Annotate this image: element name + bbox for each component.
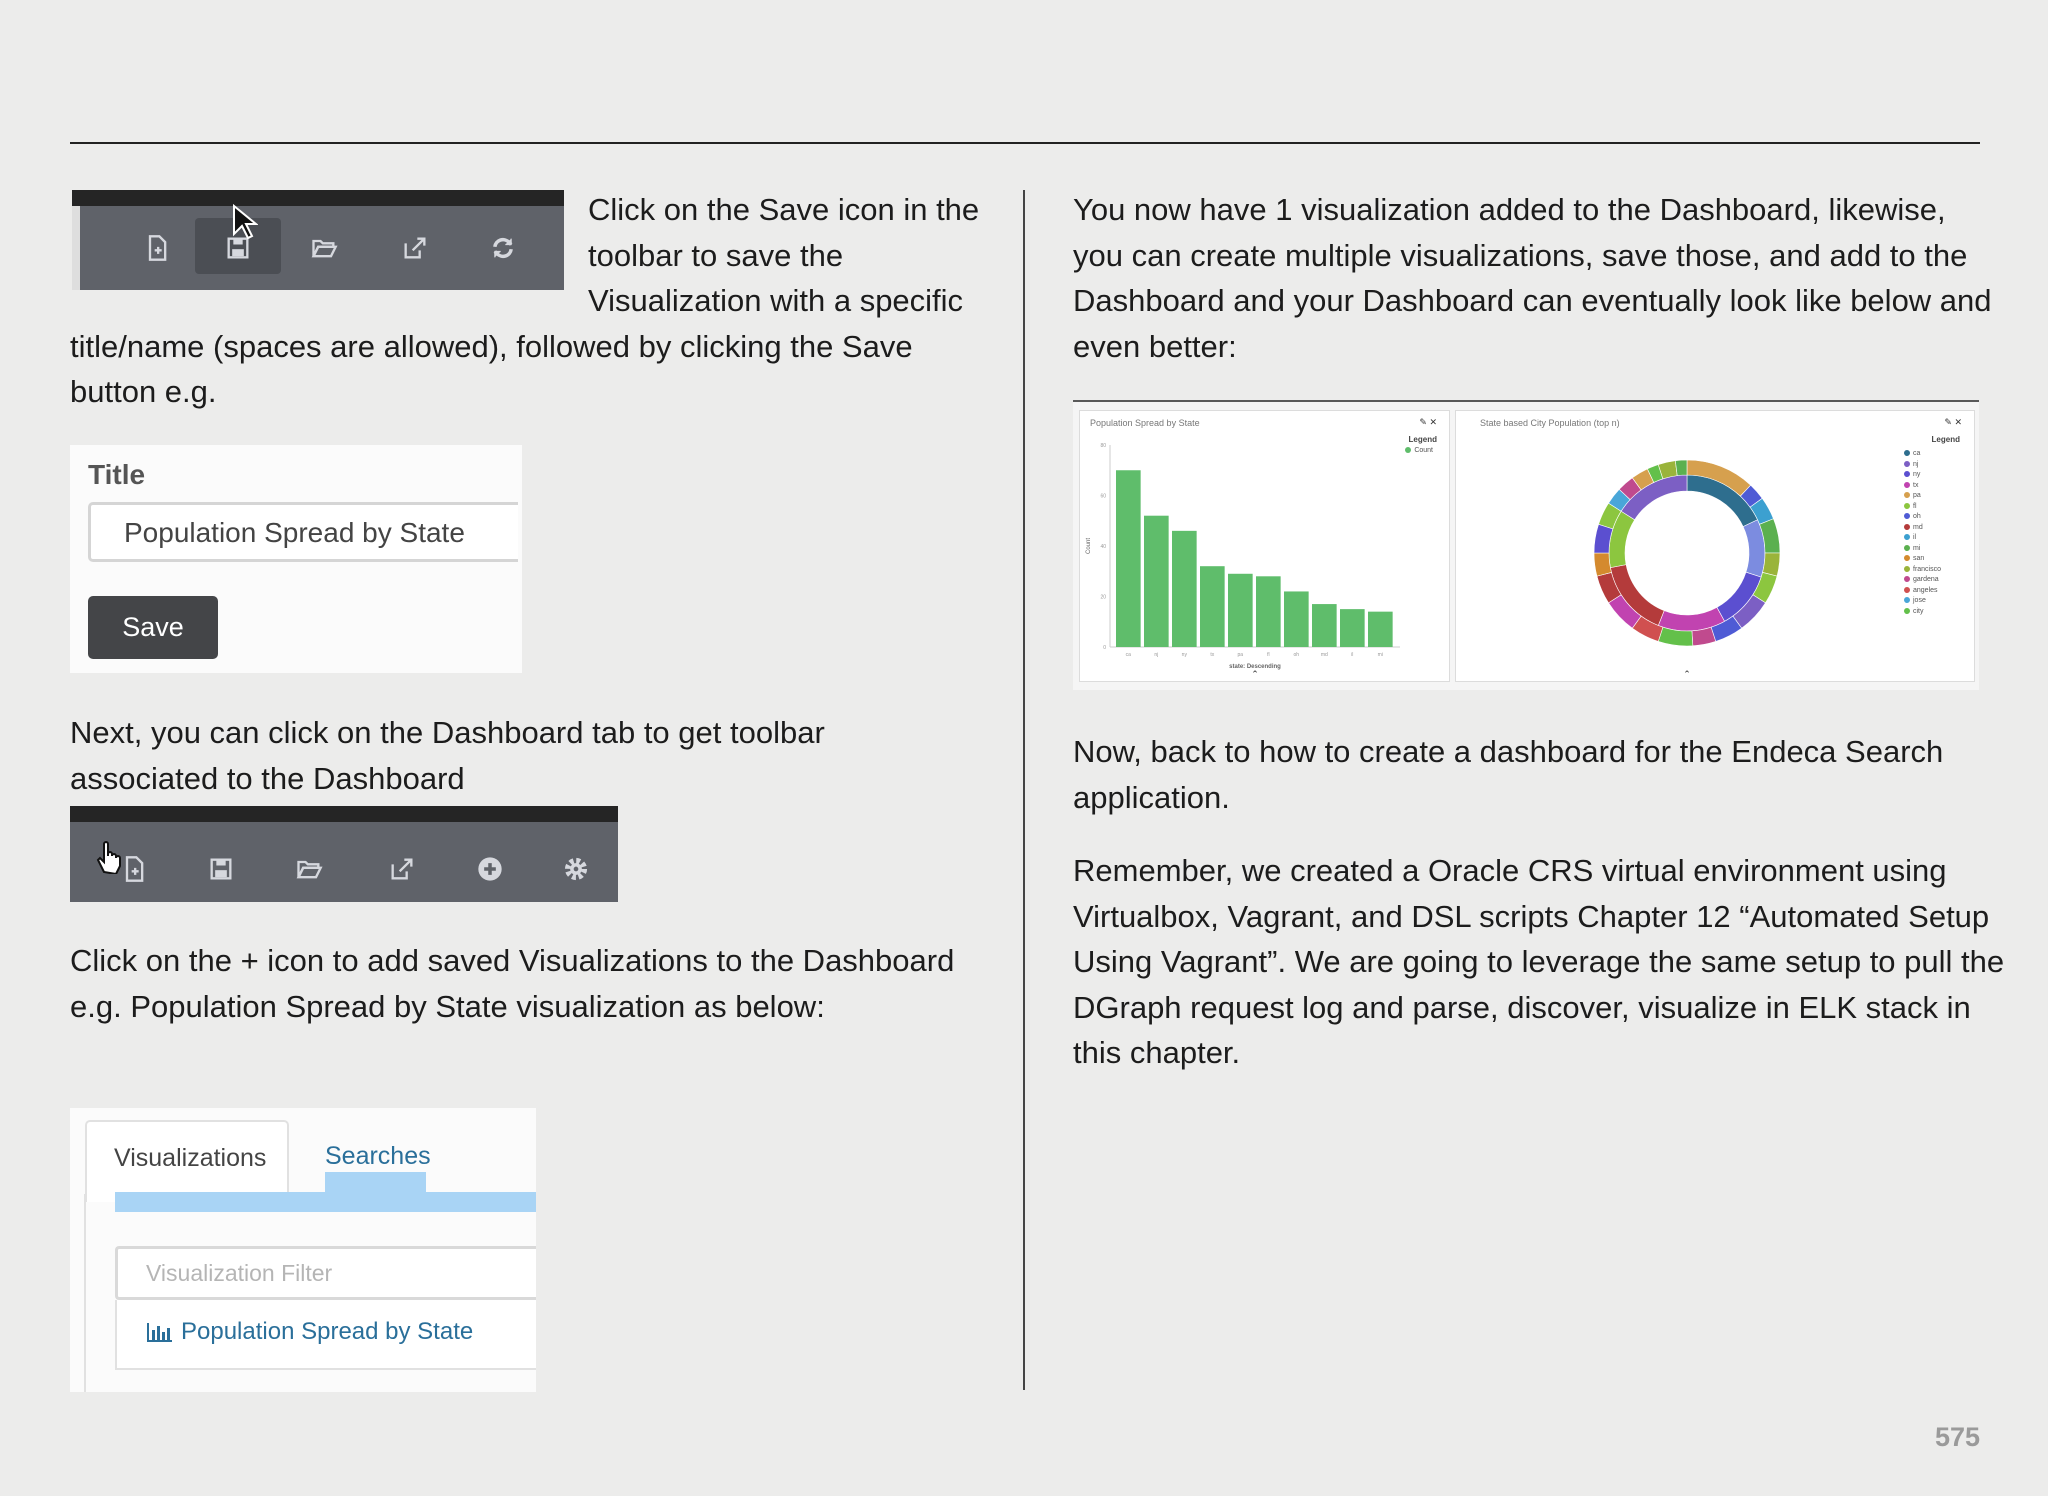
save-icon[interactable] [198, 844, 244, 890]
legend-label: fl [1913, 502, 1917, 510]
y-axis-label: Count [1086, 537, 1092, 555]
legend-label: mi [1913, 544, 1921, 552]
bar-legend-title: Legend [1408, 435, 1437, 444]
bar [1172, 531, 1197, 647]
column-divider [1023, 190, 1025, 1390]
bar [1200, 566, 1225, 647]
collapse-caret-icon: ⌃ [1251, 670, 1259, 680]
save-title-form-screenshot [70, 445, 522, 673]
donut-outer-slice [1763, 553, 1780, 576]
bar-chart [1080, 411, 1451, 683]
x-tick-label: il [1351, 652, 1354, 658]
bar [1116, 470, 1141, 647]
bar [1228, 574, 1253, 647]
legend-label: oh [1913, 513, 1921, 520]
mouse-pointer-icon [232, 204, 258, 253]
y-tick-label: 80 [1100, 443, 1106, 449]
edit-icon[interactable]: ✎ [1419, 417, 1427, 427]
toolbar-top-strip [72, 190, 564, 206]
left-paragraph-3: Click on the + icon to add saved Visualizations to the Dashboard e.g. Population Spread by State visualization as below: [70, 943, 955, 1024]
bar [1284, 591, 1309, 647]
legend-label: ny [1913, 471, 1921, 478]
donut-chart-title: State based City Population (top n) [1480, 418, 1620, 428]
bar-chart-panel [1079, 410, 1450, 682]
left-paragraph-1-block [70, 187, 990, 415]
folder-open-icon[interactable] [301, 223, 347, 269]
donut-outer-slice [1675, 460, 1687, 476]
hand-cursor-icon [96, 840, 126, 879]
title-input[interactable] [88, 502, 518, 562]
left-paragraph-2: Next, you can click on the Dashboard tab to get toolbar associated to the Dashboard [70, 715, 825, 796]
x-tick-label: tx [1210, 652, 1215, 658]
new-file-icon[interactable] [134, 223, 180, 269]
visualization-toolbar-screenshot [72, 190, 564, 290]
dashboard-toolbar-screenshot [70, 806, 618, 902]
legend-label: jose [1913, 597, 1926, 604]
refresh-icon[interactable] [480, 223, 526, 269]
title-label: Title [88, 459, 146, 490]
saved-visualization-link[interactable]: Population Spread by State [181, 1318, 474, 1345]
bar [1368, 612, 1393, 647]
title-input-value: Population Spread by State [124, 517, 465, 548]
legend-label: md [1913, 523, 1923, 531]
legend-label: gardena [1913, 576, 1939, 583]
share-icon[interactable] [379, 844, 425, 890]
legend-label: tx [1913, 481, 1919, 489]
bar [1312, 604, 1337, 647]
donut-chart-panel [1455, 410, 1975, 682]
y-tick-label: 20 [1100, 594, 1106, 601]
x-tick-label: ny [1181, 652, 1187, 658]
bar-chart-title: Population Spread by State [1090, 418, 1200, 428]
top-rule [70, 142, 1980, 144]
list-item[interactable] [115, 1300, 536, 1370]
folder-open-icon[interactable] [286, 844, 332, 890]
page-number: 575 [1934, 1422, 1980, 1452]
y-tick-label: 60 [1100, 493, 1106, 500]
bar [1144, 516, 1169, 647]
visualization-filter-placeholder: Visualization Filter [146, 1260, 333, 1286]
bar [1340, 609, 1365, 647]
share-icon[interactable] [392, 223, 438, 269]
x-tick-label: ca [1125, 652, 1131, 658]
visualization-filter-input[interactable] [115, 1246, 536, 1300]
legend-label: pa [1913, 492, 1921, 499]
legend-label: san [1913, 555, 1925, 562]
legend-label: ca [1913, 450, 1921, 457]
y-tick-label: 40 [1100, 544, 1106, 550]
legend-label: angeles [1913, 586, 1938, 594]
collapse-caret-icon: ⌃ [1683, 670, 1691, 680]
dashboard-screenshot [1073, 400, 1979, 690]
x-tick-label: nj [1154, 652, 1159, 658]
tab-visualizations[interactable] [85, 1120, 289, 1202]
add-circle-icon[interactable] [467, 844, 513, 890]
toolbar-top-strip [70, 806, 618, 822]
left-paragraph-1: Click on the Save icon in the toolbar to save the Visualization with a specific title/name (spaces are allowed), followed by clicking the Save button e.g. [70, 192, 980, 409]
x-axis-label: state: Descending [1229, 664, 1281, 670]
close-icon[interactable]: ✕ [1429, 417, 1437, 427]
edit-icon[interactable]: ✎ [1944, 417, 1952, 427]
bar-chart-icon [147, 1322, 173, 1342]
tab-visualizations-label: Visualizations [114, 1144, 267, 1172]
save-button[interactable]: Save [88, 596, 218, 659]
x-tick-label: mi [1377, 652, 1383, 658]
tab-searches[interactable]: Searches [325, 1142, 431, 1170]
bar [1256, 576, 1281, 647]
y-tick-label: 0 [1103, 645, 1106, 651]
legend-label: nj [1913, 460, 1919, 468]
legend-label: city [1913, 607, 1924, 615]
add-visualization-panel-screenshot [70, 1108, 536, 1392]
visualization-toolbar [72, 190, 564, 290]
donut-outer-slice [1594, 553, 1611, 576]
legend-label: francisco [1913, 565, 1942, 573]
donut-legend-title: Legend [1931, 435, 1960, 444]
right-paragraph-3: Remember, we created a Oracle CRS virtual environment using Virtualbox, Vagrant, and DSL scripts Chapter 12 “Automated Setup Using Vagrant”. We are going to leverage the same setup to pull the DGraph request log and parse, discover, visualize in ELK stack in this chapter. [1073, 853, 2005, 1070]
donut-chart [1456, 411, 1976, 683]
bar-legend-item: Count [1405, 447, 1433, 454]
legend-label: il [1913, 534, 1917, 541]
right-paragraph-2: Now, back to how to create a dashboard for the Endeca Search application. [1073, 734, 1944, 815]
x-tick-label: md [1320, 652, 1328, 658]
close-icon[interactable]: ✕ [1954, 417, 1962, 427]
x-tick-label: oh [1293, 652, 1300, 658]
x-tick-label: fl [1267, 652, 1270, 658]
right-paragraph-1: You now have 1 visualization added to the Dashboard, likewise, you can create multiple visualizations, save those, and add to the Dashboard and your Dashboard can eventually look like below and even better: [1073, 192, 1992, 364]
x-tick-label: pa [1237, 652, 1244, 658]
gear-icon[interactable] [553, 844, 599, 890]
